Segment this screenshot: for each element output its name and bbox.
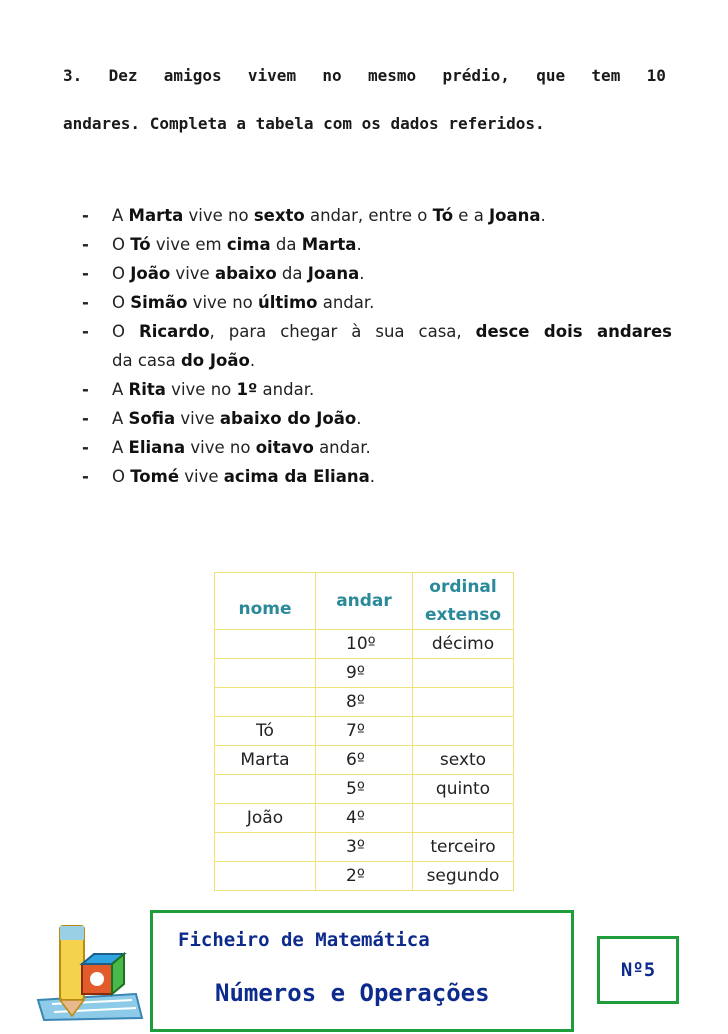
clue-keyword: Simão [130, 293, 188, 312]
clue-text: vive no [187, 293, 258, 312]
clue-text: vive [170, 264, 215, 283]
clue-text: andar, entre o [304, 206, 433, 225]
cell-andar: 2º [316, 862, 413, 891]
clue-keyword: 1º [236, 380, 258, 399]
header-extenso-line: extenso [424, 605, 502, 625]
clue-keyword: Sofia [128, 409, 176, 428]
exercise-intro-line-1 [63, 66, 666, 85]
cell-ordinal: segundo [413, 862, 514, 891]
cell-ordinal [413, 804, 514, 833]
intro-word: prédio, [442, 66, 510, 85]
clue-keyword: abaixo [214, 264, 277, 283]
header-nome: nome [215, 573, 316, 630]
cell-ordinal [413, 717, 514, 746]
clue-keyword: acima da Eliana [223, 467, 370, 486]
table-header-row [215, 573, 514, 630]
table-row [215, 717, 514, 746]
cell-andar: 8º [316, 688, 413, 717]
clue-text: A [112, 380, 129, 399]
clue-text: . [249, 351, 256, 370]
clue-text: e a [453, 206, 490, 225]
table-row [215, 804, 514, 833]
clue-item [72, 404, 672, 433]
clue-item [72, 288, 672, 317]
clue-text: O [112, 467, 131, 486]
cell-ordinal [413, 688, 514, 717]
clue-text: . [359, 264, 365, 283]
clue-item [72, 259, 672, 288]
clue-item [72, 230, 672, 259]
clue-text: O [112, 235, 131, 254]
table-row [215, 630, 514, 659]
clue-text: da [276, 264, 308, 283]
clue-text: andar. [313, 438, 371, 457]
cell-andar: 7º [316, 717, 413, 746]
cell-nome: Marta [215, 746, 316, 775]
intro-word: 3. [63, 66, 83, 85]
clue-text: da casa [112, 351, 181, 370]
clue-text: . [356, 235, 362, 254]
intro-word: mesmo [367, 66, 417, 85]
clue-text: O [112, 293, 131, 312]
table-row [215, 833, 514, 862]
clue-text: vive [175, 409, 220, 428]
cell-ordinal [413, 659, 514, 688]
clue-text: . [540, 206, 546, 225]
clue-keyword: Rita [128, 380, 166, 399]
sheet-number-badge: Nº5 [597, 936, 679, 1004]
footer-subtitle: Números e Operações [215, 979, 490, 1007]
clue-text: vive no [185, 438, 256, 457]
pencil-cube-logo-icon [32, 914, 144, 1022]
clue-item [72, 433, 672, 462]
cell-nome [215, 659, 316, 688]
clue-item [72, 317, 672, 346]
footer-banner [150, 910, 574, 1032]
clue-keyword: oitavo [255, 438, 314, 457]
cell-andar: 3º [316, 833, 413, 862]
table-row [215, 659, 514, 688]
cell-nome: João [215, 804, 316, 833]
clue-keyword: Tó [130, 235, 151, 254]
clue-keyword: Eliana [128, 438, 186, 457]
clue-text: A [112, 409, 129, 428]
clue-keyword: abaixo do João [219, 409, 357, 428]
clue-keyword: Marta [128, 206, 184, 225]
cell-nome [215, 775, 316, 804]
clue-item [72, 462, 672, 491]
clue-text: da [270, 235, 302, 254]
clue-text: , para chegar à sua casa, [209, 322, 476, 341]
table-row [215, 862, 514, 891]
clue-keyword: Ricardo [138, 322, 210, 341]
intro-word: que [536, 66, 566, 85]
clue-text: vive em [150, 235, 227, 254]
cell-ordinal: décimo [413, 630, 514, 659]
cell-andar: 6º [316, 746, 413, 775]
cell-nome [215, 688, 316, 717]
intro-word: vivem [247, 66, 297, 85]
cell-ordinal: quinto [413, 775, 514, 804]
clue-text: andar. [317, 293, 375, 312]
cell-ordinal: terceiro [413, 833, 514, 862]
intro-word: 10 [646, 66, 666, 85]
cell-nome [215, 862, 316, 891]
cell-nome: Tó [215, 717, 316, 746]
clue-text: O [112, 322, 139, 341]
table-row [215, 746, 514, 775]
clue-text: andar. [257, 380, 315, 399]
clue-text: vive [179, 467, 224, 486]
intro-word: amigos [163, 66, 222, 85]
clue-text: . [369, 467, 375, 486]
clue-text: vive no [183, 206, 254, 225]
clue-text: O [112, 264, 131, 283]
clue-keyword: último [258, 293, 318, 312]
clue-text: A [112, 206, 129, 225]
clue-keyword: do João [180, 351, 250, 370]
clue-item [72, 375, 672, 404]
cell-andar: 5º [316, 775, 413, 804]
cell-ordinal: sexto [413, 746, 514, 775]
clue-keyword: Marta [301, 235, 357, 254]
clue-item [72, 201, 672, 230]
exercise-intro-line-2: andares. Completa a tabela com os dados referidos. [63, 114, 545, 133]
clue-item [72, 346, 672, 375]
header-ordinal-line: ordinal [429, 577, 497, 597]
cell-andar: 10º [316, 630, 413, 659]
clue-text: . [356, 409, 362, 428]
intro-word: Dez [108, 66, 138, 85]
clue-keyword: Joana [489, 206, 541, 225]
header-ordinal-extenso [413, 573, 514, 630]
table-row [215, 775, 514, 804]
table-body [215, 630, 514, 891]
footer-title: Ficheiro de Matemática [178, 929, 430, 951]
clue-text: A [112, 438, 129, 457]
cell-andar: 9º [316, 659, 413, 688]
table-row [215, 688, 514, 717]
clue-keyword: Tó [432, 206, 454, 225]
cell-nome [215, 630, 316, 659]
clue-list [72, 201, 672, 491]
clue-keyword: cima [226, 235, 271, 254]
intro-word: no [322, 66, 342, 85]
clue-keyword: desce dois andares [475, 322, 673, 341]
intro-word: tem [591, 66, 621, 85]
clue-keyword: João [130, 264, 171, 283]
clue-keyword: Joana [307, 264, 360, 283]
cell-andar: 4º [316, 804, 413, 833]
floors-table [214, 572, 514, 891]
clue-keyword: sexto [253, 206, 305, 225]
cell-nome [215, 833, 316, 862]
clue-text: vive no [165, 380, 237, 399]
clue-keyword: Tomé [130, 467, 180, 486]
header-andar: andar [316, 573, 413, 630]
